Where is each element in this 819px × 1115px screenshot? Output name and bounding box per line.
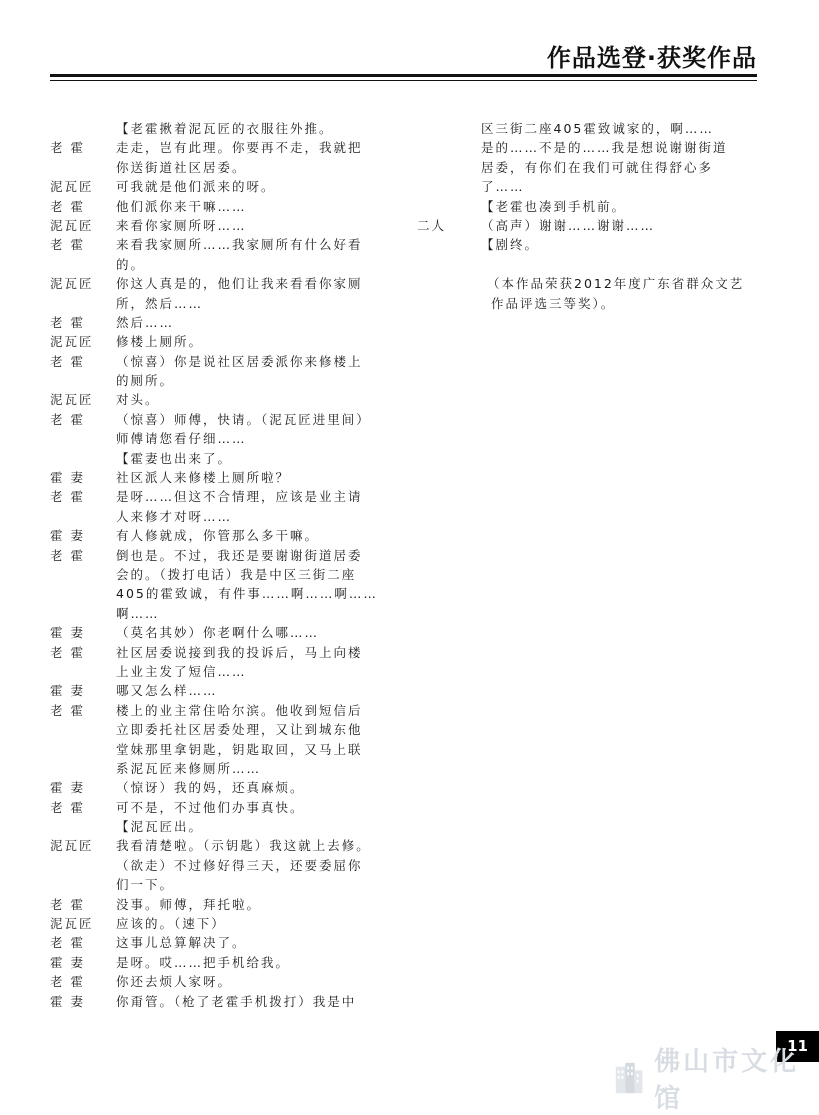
dialogue-text: 我看清楚啦。（示钥匙）我这就上去修。 — [116, 838, 371, 854]
script-line — [50, 662, 398, 681]
dialogue-text: （惊讶）我的妈，还真麻烦。 — [116, 780, 305, 796]
script-line — [50, 390, 398, 409]
dialogue-text: 哪又怎么样…… — [116, 683, 218, 699]
speaker-name: 老 霍 — [50, 896, 85, 912]
building-logo-icon — [612, 1060, 646, 1096]
script-line — [50, 992, 398, 1011]
speaker-name: 老 霍 — [50, 353, 85, 369]
script-line — [50, 526, 398, 545]
speaker-name: 泥瓦匠 — [50, 276, 94, 292]
script-line — [50, 778, 398, 797]
script-line — [50, 836, 398, 855]
dialogue-text: 系泥瓦匠来修厕所…… — [116, 760, 262, 776]
script-line — [50, 294, 398, 313]
dialogue-text: 可我就是他们派来的呀。 — [116, 179, 276, 195]
dialogue-text: 你送街道社区居委。 — [116, 159, 247, 175]
dialogue-text: 区三街二座405霍致诚家的，啊…… — [481, 121, 714, 136]
speaker-name: 老 霍 — [50, 799, 85, 815]
script-line — [50, 875, 398, 894]
script-line — [50, 798, 398, 817]
dialogue-text: 的厕所。 — [116, 373, 175, 389]
dialogue-text: 来看我家厕所……我家厕所有什么好看 — [116, 237, 363, 253]
script-line — [50, 216, 398, 235]
dialogue-text: 是呀……但这不合情理，应该是业主请 — [116, 489, 363, 505]
speaker-name: 老 霍 — [50, 140, 85, 156]
speaker-name: 泥瓦匠 — [50, 916, 94, 932]
dialogue-text: 的。 — [116, 256, 146, 272]
speaker-name: 老 霍 — [50, 935, 85, 951]
script-line — [50, 565, 398, 584]
speaker-name: 泥瓦匠 — [50, 838, 94, 854]
script-line — [417, 216, 762, 235]
dialogue-text: （惊喜）师傅，快请。（泥瓦匠进里间） — [116, 411, 371, 427]
dialogue-text: 【泥瓦匠出。 — [116, 819, 204, 835]
script-line — [50, 197, 398, 216]
script-line — [50, 138, 398, 157]
script-line — [50, 681, 398, 700]
script-line — [50, 856, 398, 875]
speaker-name: 老 霍 — [50, 314, 85, 330]
script-line — [50, 972, 398, 991]
script-line — [50, 158, 398, 177]
script-line — [50, 933, 398, 952]
script-line — [50, 759, 398, 778]
script-line — [50, 895, 398, 914]
page-number: 11 — [776, 1031, 819, 1062]
dialogue-text: 你甭管。（枪了老霍手机拨打）我是中 — [116, 993, 357, 1009]
award-note-line-1: （本作品荣获2012年度广东省群众文艺 — [487, 276, 745, 292]
dialogue-text: 堂妹那里拿钥匙，钥匙取回，又马上联 — [116, 741, 363, 757]
dialogue-text: （惊喜）你是说社区居委派你来修楼上 — [116, 353, 363, 369]
speaker-name: 霍 妻 — [50, 528, 85, 544]
dialogue-text: 【霍妻也出来了。 — [116, 450, 233, 466]
script-left-column — [50, 119, 398, 1011]
dialogue-text: 你还去烦人家呀。 — [116, 974, 233, 990]
dialogue-text: 是的……不是的……我是想说谢谢街道 — [481, 140, 728, 156]
dialogue-text: （莫名其妙）你老啊什么哪…… — [116, 625, 320, 641]
script-line — [50, 313, 398, 332]
script-line — [50, 371, 398, 390]
script-line — [50, 914, 398, 933]
script-line — [50, 352, 398, 371]
dialogue-text: 师傅请您看仔细…… — [116, 431, 247, 447]
dialogue-text: 是呀。哎……把手机给我。 — [116, 954, 291, 970]
script-line — [50, 584, 398, 603]
dialogue-text: （高声）谢谢……谢谢…… — [481, 217, 656, 233]
speaker-name: 老 霍 — [50, 489, 85, 505]
dialogue-text: 你这人真是的，他们让我来看看你家厕 — [116, 276, 363, 292]
dialogue-text: 然后…… — [116, 314, 175, 330]
speaker-name: 霍 妻 — [50, 954, 85, 970]
speaker-name: 老 霍 — [50, 237, 85, 253]
script-right-column — [417, 119, 762, 313]
script-line — [417, 197, 762, 216]
speaker-name: 老 霍 — [50, 198, 85, 214]
dialogue-text: 社区居委说接到我的投诉后，马上向楼 — [116, 644, 363, 660]
speaker-name: 霍 妻 — [50, 780, 85, 796]
speaker-name: 泥瓦匠 — [50, 179, 94, 195]
script-line — [50, 817, 398, 836]
dialogue-text: 405的霍致诚，有件事……啊……啊…… — [116, 586, 378, 602]
script-line — [417, 177, 762, 196]
dialogue-text: 居委，有你们在我们可就住得舒心多 — [481, 159, 714, 175]
script-line — [417, 158, 762, 177]
script-line — [50, 468, 398, 487]
dialogue-text: 所，然后…… — [116, 295, 204, 311]
script-line — [50, 604, 398, 623]
script-line — [50, 177, 398, 196]
dialogue-text: 这事儿总算解决了。 — [116, 935, 247, 951]
script-line — [50, 487, 398, 506]
script-line — [50, 255, 398, 274]
dialogue-text: 倒也是。不过，我还是要谢谢街道居委 — [116, 547, 363, 563]
dialogue-text: 人来修才对呀…… — [116, 508, 233, 524]
script-line — [50, 119, 398, 138]
section-title: 作品选登·获奖作品 — [546, 44, 757, 72]
script-line — [50, 546, 398, 565]
speaker-name: 霍 妻 — [50, 683, 85, 699]
dialogue-text: 可不是，不过他们办事真快。 — [116, 799, 305, 815]
header-rule-thin — [50, 80, 757, 81]
speaker-name: 泥瓦匠 — [50, 392, 94, 408]
watermark-text: 佛山市文化馆 — [654, 1047, 800, 1114]
speaker-name: 老 霍 — [50, 644, 85, 660]
script-line — [50, 740, 398, 759]
dialogue-text: 们一下。 — [116, 877, 175, 893]
dialogue-text: 对头。 — [116, 392, 160, 408]
speaker-name: 泥瓦匠 — [50, 217, 94, 233]
dialogue-text: 来看你家厕所呀…… — [116, 217, 247, 233]
watermark — [612, 1047, 819, 1114]
script-line — [50, 274, 398, 293]
script-line — [417, 119, 762, 138]
dialogue-text: 有人修就成，你管那么多干嘛。 — [116, 528, 320, 544]
dialogue-text: 了…… — [481, 179, 525, 195]
script-line — [417, 235, 762, 254]
dialogue-text: 【剧终。 — [481, 237, 540, 253]
dialogue-text: 没事。师傅，拜托啦。 — [116, 896, 262, 912]
dialogue-text: 楼上的业主常住哈尔滨。他收到短信后 — [116, 702, 363, 718]
script-line — [417, 138, 762, 157]
dialogue-text: 应该的。（速下） — [116, 916, 226, 932]
script-line — [50, 410, 398, 429]
dialogue-text: 【老霍揪着泥瓦匠的衣服往外推。 — [116, 121, 334, 136]
dialogue-text: （欲走）不过修好得三天，还要委屈你 — [116, 857, 363, 873]
award-note-line-2: 作品评选三等奖）。 — [491, 295, 616, 311]
speaker-name: 霍 妻 — [50, 993, 85, 1009]
speaker-name: 泥瓦匠 — [50, 334, 94, 350]
script-line — [50, 953, 398, 972]
speaker-name: 老 霍 — [50, 702, 85, 718]
speaker-name: 二人 — [417, 217, 447, 233]
speaker-name: 霍 妻 — [50, 470, 85, 486]
script-line — [50, 332, 398, 351]
script-line — [50, 429, 398, 448]
script-line — [50, 623, 398, 642]
dialogue-text: 立即委托社区居委处理，又让到城东他 — [116, 722, 363, 738]
script-line — [50, 643, 398, 662]
dialogue-text: 会的。（拨打电话）我是中区三街二座 — [116, 566, 357, 582]
dialogue-text: 修楼上厕所。 — [116, 334, 204, 350]
dialogue-text: 他们派你来干嘛…… — [116, 198, 247, 214]
speaker-name: 霍 妻 — [50, 625, 85, 641]
script-line — [50, 720, 398, 739]
script-line — [50, 507, 398, 526]
dialogue-text: 【老霍也凑到手机前。 — [481, 198, 627, 214]
dialogue-text: 上业主发了短信…… — [116, 663, 247, 679]
speaker-name: 老 霍 — [50, 974, 85, 990]
header-rule-thick — [50, 74, 757, 77]
dialogue-text: 走走，岂有此理。你要再不走，我就把 — [116, 140, 363, 156]
speaker-name: 老 霍 — [50, 411, 85, 427]
script-line — [50, 701, 398, 720]
speaker-name: 老 霍 — [50, 547, 85, 563]
script-line — [50, 449, 398, 468]
dialogue-text: 啊…… — [116, 605, 160, 621]
dialogue-text: 社区派人来修楼上厕所啦？ — [116, 470, 291, 486]
script-line — [50, 235, 398, 254]
